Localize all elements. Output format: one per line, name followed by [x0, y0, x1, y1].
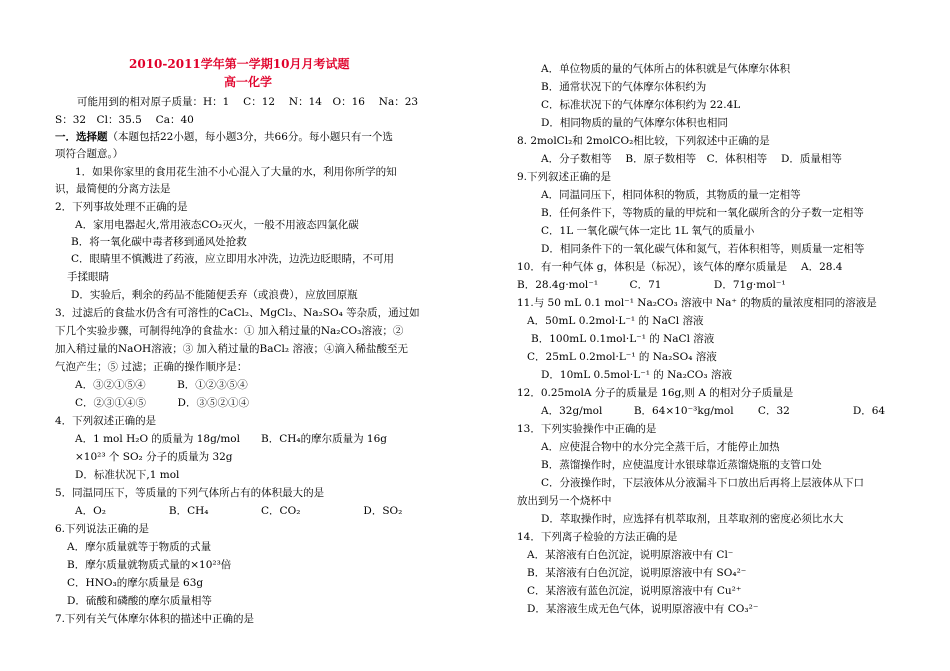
text-line: A．同温同压下，相同体积的物质，其物质的量一定相等 [541, 189, 801, 201]
text-line: A．应使混合物中的水分完全蒸干后，才能停止加热 [541, 441, 780, 453]
text-line: 2．下列事故处理不正确的是 [55, 201, 188, 213]
text-line: 10．有一种气体 g，体积是（标况），该气体的摩尔质量是 A．28.4 [517, 261, 843, 273]
text-line: D．10mL 0.5mol·L⁻¹ 的 Na₂CO₃ 溶液 [541, 369, 732, 381]
text-line: S：32 Cl：35.5 Ca：40 [55, 114, 194, 126]
text-line: C．标准状况下的气体摩尔体积约为 22.4L [541, 99, 741, 111]
text-line: ×10²³ 个 SO₂ 分子的质量为 32g [75, 451, 233, 463]
text-line: 7.下列有关气体摩尔体积的描述中正确的是 [55, 613, 255, 625]
text-line: 6.下列说法正确的是 [55, 523, 150, 535]
text-line: B．某溶液有白色沉淀，说明原溶液中有 SO₄²⁻ [527, 567, 747, 579]
text-line: A．摩尔质量就等于物质的式量 [67, 541, 212, 553]
text-line: A．③②①⑤④ B．①②③⑤④ [75, 379, 248, 391]
text-line: C．1L 一氧化碳气体一定比 1L 氧气的质量小 [541, 225, 755, 237]
text-line: 5．同温同压下，等质量的下列气体所占有的体积最大的是 [55, 487, 325, 499]
text-line: C．②③①④⑤ D．③⑤②①④ [75, 397, 249, 409]
text-line: 加入稍过量的NaOH溶液；③ 加入稍过量的BaCl₂ 溶液；④滴入稀盐酸至无 [55, 343, 408, 355]
text-line: 放出到另一个烧杯中 [517, 495, 612, 507]
text-line: 一．选择题（本题包括22小题，每小题3分，共66分。每小题只有一个选 [55, 131, 393, 143]
text-line: D．相同条件下的一氧化碳气体和氮气，若体积相等，则质量一定相等 [541, 243, 865, 255]
text-line: C．某溶液有蓝色沉淀，说明原溶液中有 Cu²⁺ [527, 585, 742, 597]
text-line: A．50mL 0.2mol·L⁻¹ 的 NaCl 溶液 [527, 315, 704, 327]
text-line: 4．下列叙述正确的是 [55, 415, 157, 427]
text-line: D．某溶液生成无色气体，说明原溶液中有 CO₃²⁻ [527, 603, 759, 615]
text-line: 手揉眼睛 [67, 271, 109, 283]
text-line: C．25mL 0.2mol·L⁻¹ 的 Na₂SO₄ 溶液 [527, 351, 717, 363]
text-line: D．标准状况下,1 mol [75, 469, 180, 481]
text-line: B．28.4g·mol⁻¹ C．71 D．71g·mol⁻¹ [517, 279, 786, 291]
text-line: A．单位物质的量的气体所占的体积就是气体摩尔体积 [541, 63, 791, 75]
text-line: 12．0.25molA 分子的质量是 16g,则 A 的相对分子质量是 [517, 387, 794, 399]
text-line: D．硫酸和磷酸的摩尔质量相等 [67, 595, 212, 607]
text-line: B．通常状况下的气体摩尔体积约为 [541, 81, 707, 93]
text-line: A．1 mol H₂O 的质量为 18g/mol B．CH₄的摩尔质量为 16g [75, 433, 388, 445]
text-line: 11.与 50 mL 0.1 mol⁻¹ Na₂CO₃ 溶液中 Na⁺ 的物质的量浓度相同的溶液是 [517, 297, 877, 309]
text-line: 14．下列离子检验的方法正确的是 [517, 531, 678, 543]
text-line: A．分子数相等 B．原子数相等 C．体积相等 D．质量相等 [541, 153, 842, 165]
text-line: A．32g/mol B．64×10⁻³kg/mol C．32 D．64 [541, 405, 886, 417]
text-line: 下几个实验步骤，可制得纯净的食盐水：① 加入稍过量的Na₂CO₃溶液；② [55, 325, 404, 337]
text-line: B．任何条件下，等物质的量的甲烷和一氧化碳所含的分子数一定相等 [541, 207, 864, 219]
text-line: D．相同物质的量的气体摩尔体积也相同 [541, 117, 728, 129]
text-line: 13．下列实验操作中正确的是 [517, 423, 657, 435]
text-line: 9.下列叙述正确的是 [517, 171, 612, 183]
text-line: B．摩尔质量就物质式量的×10²³倍 [67, 559, 232, 571]
text-line: C．眼睛里不慎溅进了药液，应立即用水冲洗，边洗边眨眼睛，不可用 [71, 253, 395, 265]
text-line: 气泡产生；⑤ 过滤；正确的操作顺序是： [55, 361, 248, 373]
text-line: B．蒸馏操作时，应使温度计水银球靠近蒸馏烧瓶的支管口处 [541, 459, 822, 471]
text-line: D．萃取操作时，应选择有机萃取剂，且萃取剂的密度必须比水大 [541, 513, 844, 525]
text-line: C．HNO₃的摩尔质量是 63g [67, 577, 204, 589]
text-line: A．某溶液有白色沉淀，说明原溶液中有 Cl⁻ [527, 549, 734, 561]
text-line: 1．如果你家里的食用花生油不小心混入了大量的水，利用你所学的知 [75, 166, 397, 178]
text-line: 8. 2molCl₂和 2molCO₂相比较，下列叙述中正确的是 [517, 135, 770, 147]
text-line: C．分液操作时，下层液体从分液漏斗下口放出后再将上层液体从下口 [541, 477, 865, 489]
text-line: 识，最简便的分离方法是 [55, 183, 171, 195]
text-line: A．家用电器起火,常用液态CO₂灭火，一般不用液态四氯化碳 [75, 219, 359, 231]
exam-title: 2010-2011学年第一学期10月月考试题 [129, 57, 350, 71]
text-line: 项符合题意。） [55, 148, 124, 160]
text-line: D．实验后，剩余的药品不能随便丢弃（或浪费），应放回原瓶 [71, 289, 358, 301]
text-line: 可能用到的相对原子质量：H：1 C：12 N：14 O：16 Na：23 [77, 96, 419, 108]
exam-subject: 高一化学 [224, 75, 273, 89]
text-line: B．100mL 0.1mol·L⁻¹ 的 NaCl 溶液 [531, 333, 715, 345]
text-line: 3．过滤后的食盐水仍含有可溶性的CaCl₂、MgCl₂、Na₂SO₄ 等杂质，通过如 [55, 307, 420, 319]
text-line: B．将一氧化碳中毒者移到通风处抢救 [71, 236, 247, 248]
text-line: A．O₂ B．CH₄ C．CO₂ D．SO₂ [75, 505, 403, 517]
